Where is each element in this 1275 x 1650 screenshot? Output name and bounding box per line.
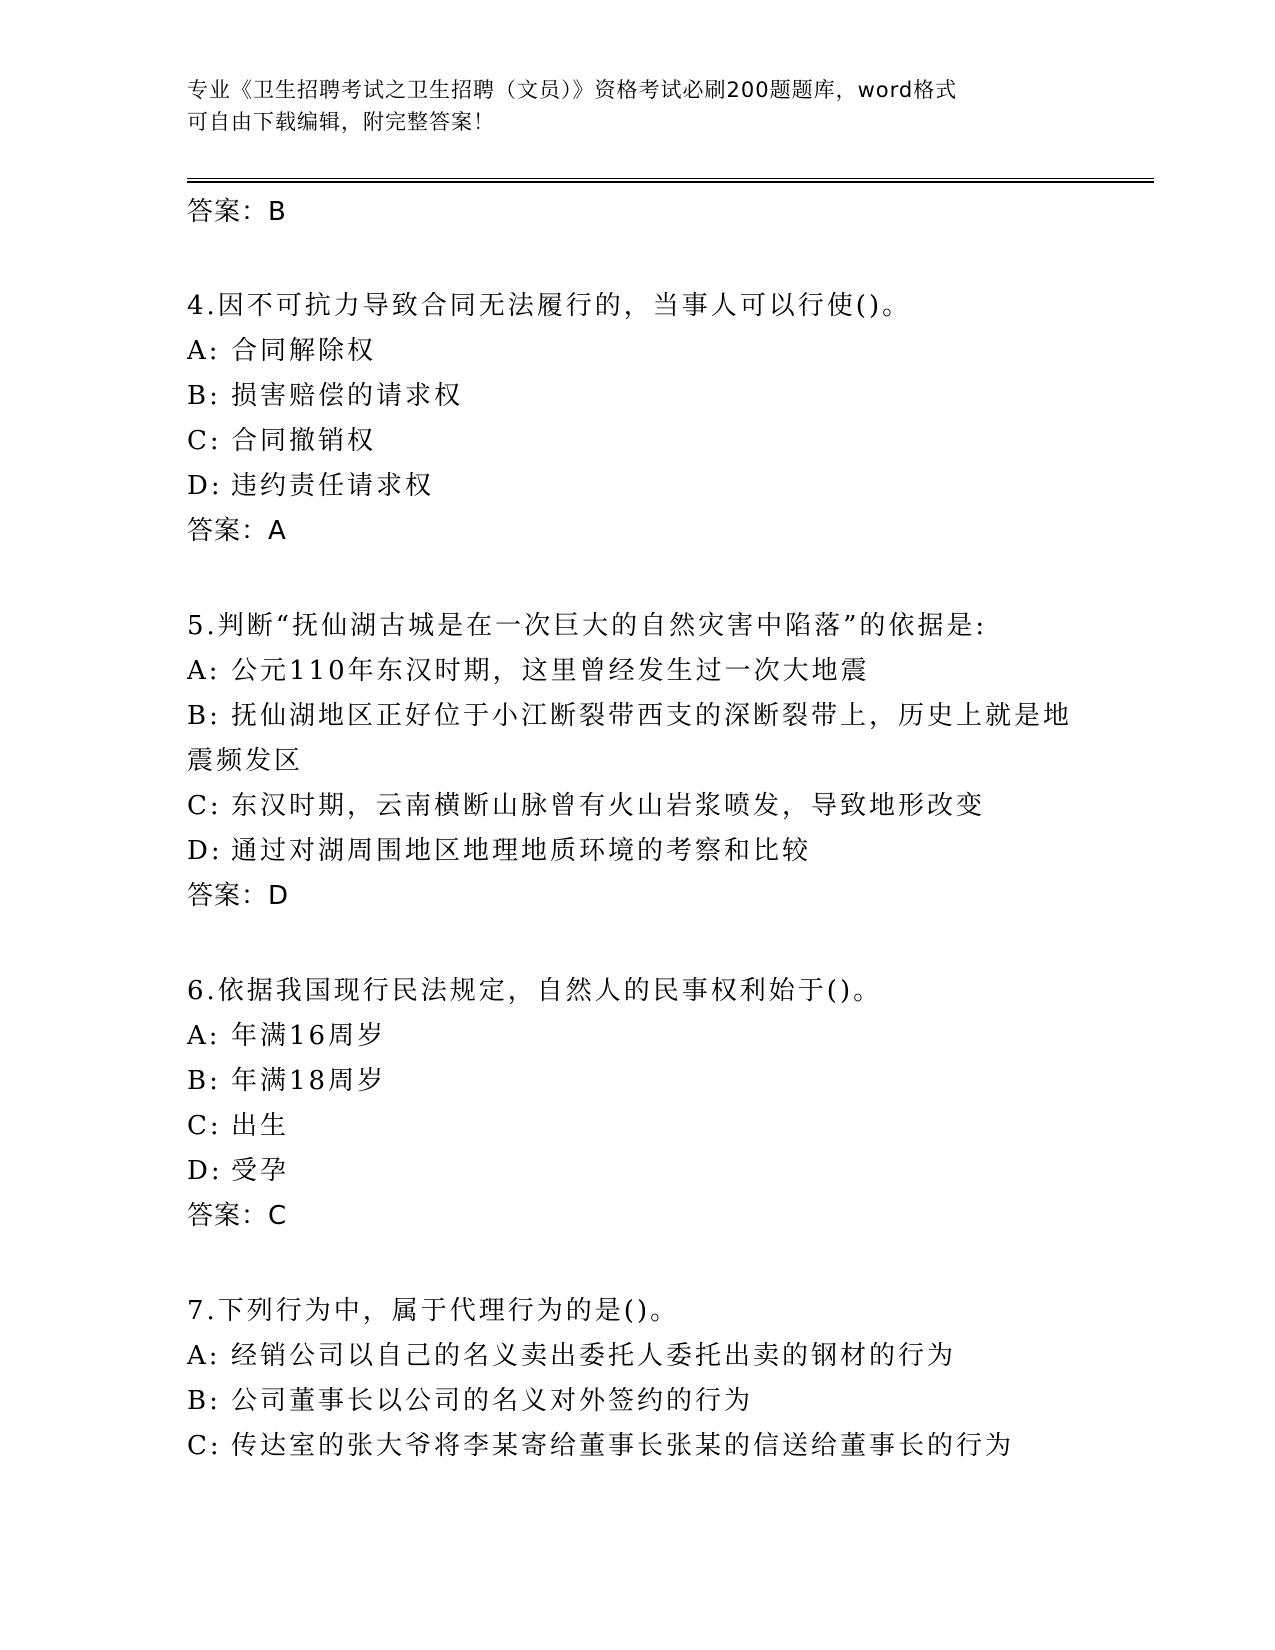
- option-label: D:: [187, 1156, 223, 1186]
- previous-question-answer: 答案：B: [187, 197, 287, 227]
- option-label: B:: [187, 1386, 221, 1416]
- option-label: A:: [187, 336, 221, 366]
- option-label: A:: [187, 1341, 221, 1371]
- option-b: [187, 374, 1087, 419]
- question-answer: 答案：C: [187, 1201, 288, 1231]
- option-d: [187, 829, 1087, 874]
- option-label: C:: [187, 1111, 222, 1141]
- option-text: 合同解除权: [231, 336, 377, 366]
- option-label: C:: [187, 426, 222, 456]
- option-text: 违约责任请求权: [231, 471, 435, 501]
- option-text: 合同撤销权: [231, 426, 377, 456]
- document-body: [187, 190, 1087, 1469]
- option-text: 出生: [231, 1111, 290, 1141]
- option-a: [187, 1014, 1087, 1059]
- option-c: [187, 1424, 1087, 1469]
- option-label: D:: [187, 836, 223, 866]
- option-text: 年满16周岁: [231, 1021, 387, 1051]
- option-text: 年满18周岁: [231, 1066, 387, 1096]
- option-a: [187, 329, 1087, 374]
- header-divider-thick: [187, 181, 1154, 183]
- option-c: [187, 419, 1087, 464]
- header-divider-thin: [187, 178, 1154, 179]
- option-label: A:: [187, 1021, 221, 1051]
- question-answer: 答案：D: [187, 881, 290, 911]
- option-label: B:: [187, 701, 221, 731]
- question-stem: 6.依据我国现行民法规定，自然人的民事权利始于()。: [187, 976, 883, 1006]
- option-d: [187, 1149, 1087, 1194]
- option-b: [187, 694, 1082, 784]
- option-label: B:: [187, 1066, 221, 1096]
- option-text: 东汉时期，云南横断山脉曾有火山岩浆喷发，导致地形改变: [231, 791, 986, 821]
- option-c: [187, 1104, 1087, 1149]
- page-header: [187, 74, 1087, 138]
- question-answer: 答案：A: [187, 516, 287, 546]
- option-label: C:: [187, 1431, 222, 1461]
- option-text: 通过对湖周围地区地理地质环境的考察和比较: [231, 836, 812, 866]
- option-label: B:: [187, 381, 221, 411]
- option-a: [187, 649, 1087, 694]
- option-b: [187, 1059, 1087, 1104]
- option-text: 受孕: [231, 1156, 290, 1186]
- question-4: [187, 284, 1087, 554]
- option-text: 传达室的张大爷将李某寄给董事长张某的信送给董事长的行为: [231, 1431, 1015, 1461]
- option-b: [187, 1379, 1087, 1424]
- header-title-line-2: 可自由下载编辑，附完整答案！: [187, 110, 495, 134]
- option-text: 公元110年东汉时期，这里曾经发生过一次大地震: [231, 656, 870, 686]
- option-d: [187, 464, 1087, 509]
- question-7: [187, 1289, 1087, 1469]
- option-label: D:: [187, 471, 223, 501]
- question-stem: 4.因不可抗力导致合同无法履行的，当事人可以行使()。: [187, 291, 912, 321]
- option-c: [187, 784, 1087, 829]
- option-text: 抚仙湖地区正好位于小江断裂带西支的深断裂带上，历史上就是地震频发区: [187, 701, 1073, 776]
- option-text: 损害赔偿的请求权: [231, 381, 464, 411]
- question-stem: 7.下列行为中，属于代理行为的是()。: [187, 1296, 680, 1326]
- option-a: [187, 1334, 1087, 1379]
- option-text: 经销公司以自己的名义卖出委托人委托出卖的钢材的行为: [231, 1341, 957, 1371]
- option-text: 公司董事长以公司的名义对外签约的行为: [231, 1386, 754, 1416]
- question-6: [187, 969, 1087, 1239]
- option-label: C:: [187, 791, 222, 821]
- header-title-line-1: 专业《卫生招聘考试之卫生招聘（文员）》资格考试必刷200题题库，word格式: [187, 78, 958, 102]
- option-label: A:: [187, 656, 221, 686]
- question-stem: 5.判断“抚仙湖古城是在一次巨大的自然灾害中陷落”的依据是:: [187, 611, 988, 641]
- question-5: [187, 604, 1087, 919]
